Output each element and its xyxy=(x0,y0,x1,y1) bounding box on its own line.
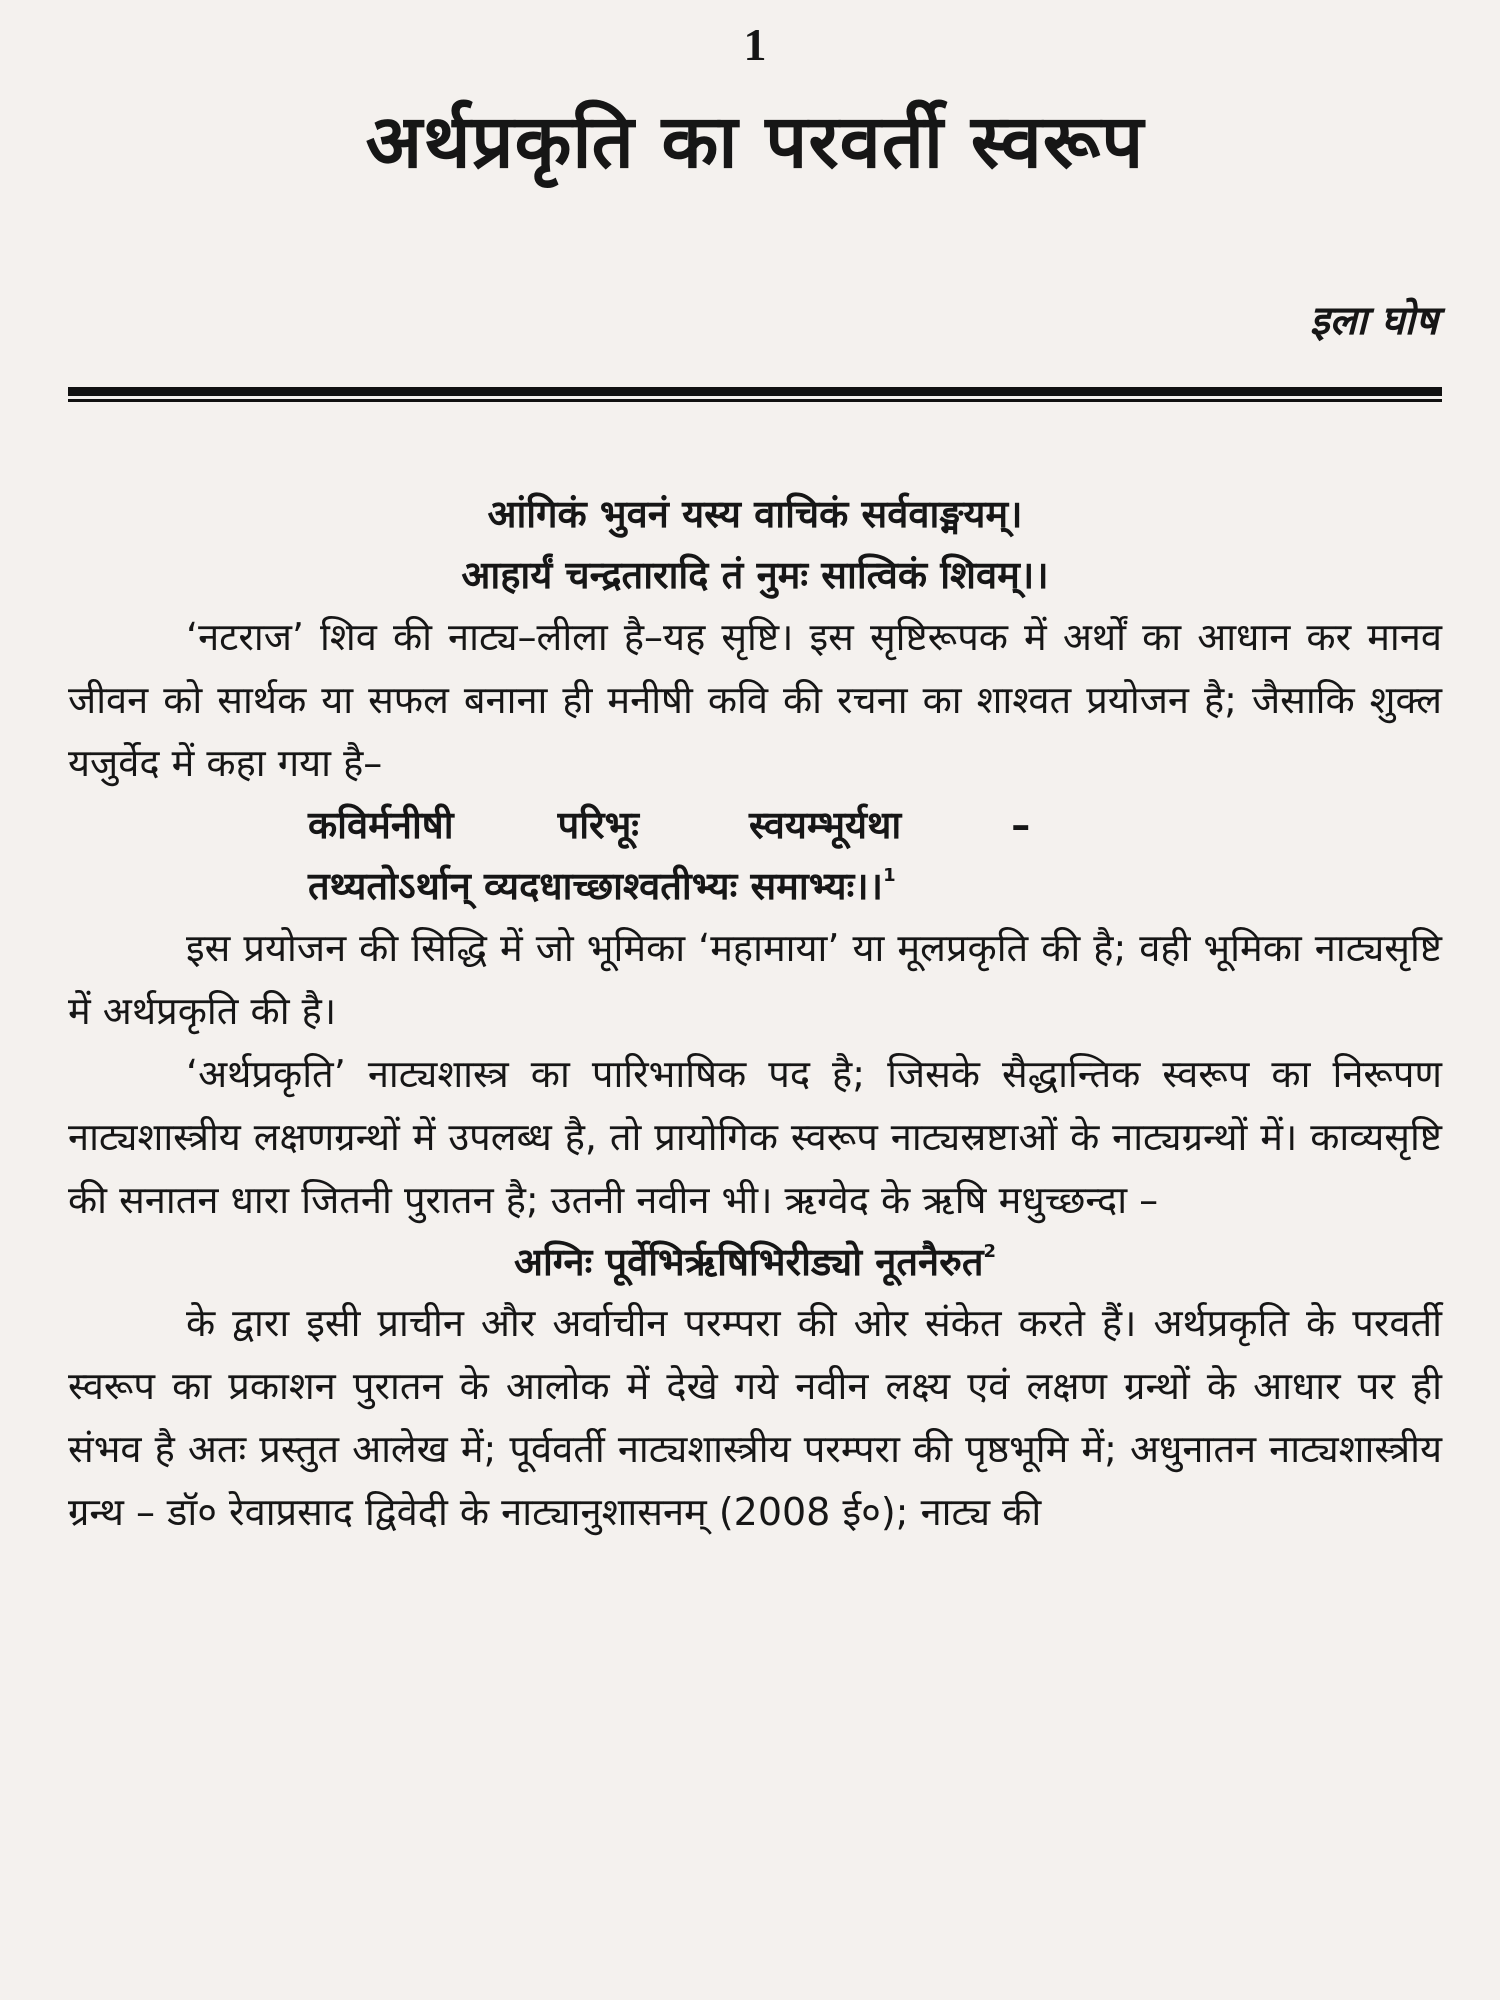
author-name: इला घोष xyxy=(1309,297,1438,344)
paragraph-1: ‘नटराज’ शिव की नाट्य–लीला है–यह सृष्टि। इस सृष्टिरूपक में अर्थों का आधान कर मानव जीवन को सार्थक या सफल बनाना ही मनीषी कवि की रचना का शाश्वत प्रयोजन है; जैसाकि शुक्ल यजुर्वेद में कहा गया है– xyxy=(68,614,1442,785)
chapter-title: अर्थप्रकृति का परवर्ती स्वरूप xyxy=(365,99,1145,185)
rigveda-verse xyxy=(68,1232,1442,1292)
title-divider xyxy=(68,387,1442,402)
verse-line-2-text: तथ्यतोऽर्थान् व्यदधाच्छाश्वतीभ्यः समाभ्यः।। xyxy=(308,863,884,908)
rigveda-verse-text: अग्निः पूर्वेभिर्ऋषिभिरीड्यो नूतनैरुत xyxy=(513,1239,984,1284)
footnote-marker-1[interactable]: 1 xyxy=(883,864,896,886)
verse-dash: – xyxy=(1011,802,1031,847)
paragraph-3: ‘अर्थप्रकृति’ नाट्यशास्त्र का पारिभाषिक पद है; जिसके सैद्धान्तिक स्वरूप का निरूपण नाट्यशास्त्रीय लक्षणग्रन्थों में उपलब्ध है, तो प्रायोगिक स्वरूप नाट्यस्रष्टाओं के नाट्यग्रन्थों में। काव्यसृष्टि की सनातन धारा जितनी पुरातन है; उतनी नवीन भी। ऋग्वेद के ऋषि मधुच्छन्दा – xyxy=(68,1051,1442,1222)
opening-verse-line-1: आंगिकं भुवनं यस्य वाचिकं सर्ववाङ्मयम्। xyxy=(487,491,1023,536)
chapter-number: 1 xyxy=(743,19,767,70)
paragraph-4: के द्वारा इसी प्राचीन और अर्वाचीन परम्परा की ओर संकेत करते हैं। अर्थप्रकृति के परवर्ती स्वरूप का प्रकाशन पुरातन के आलोक में देखे गये नवीन लक्ष्य एवं लक्षण ग्रन्थों के आधार पर ही संभव है अतः प्रस्तुत आलेख में; पूर्ववर्ती नाट्यशास्त्रीय परम्परा की पृष्ठभूमि में; अधुनातन नाट्यशास्त्रीय ग्रन्थ – डॉ० रेवाप्रसाद द्विवेदी के नाट्यानुशासनम् (2008 ई०); नाट्य की xyxy=(68,1300,1442,1534)
paragraph-2: इस प्रयोजन की सिद्धि में जो भूमिका ‘महामाया’ या मूलप्रकृति की है; वही भूमिका नाट्यसृष्टि में अर्थप्रकृति की है। xyxy=(68,925,1442,1033)
divider-thick-line xyxy=(68,387,1442,396)
footnote-marker-2[interactable]: 2 xyxy=(983,1240,997,1262)
divider-thin-line xyxy=(68,399,1442,402)
yajurveda-verse-line-1 xyxy=(308,795,1442,856)
verse-word-3: स्वयम्भूर्यथा xyxy=(748,802,902,847)
opening-verse-line-2: आहार्यं चन्द्रतारादि तं नुमः सात्विकं शिवम्।। xyxy=(461,552,1049,597)
yajurveda-verse xyxy=(68,795,1442,917)
yajurveda-verse-line-2 xyxy=(308,856,1442,917)
verse-word-2: परिभूः xyxy=(557,802,639,847)
verse-word-1: कविर्मनीषी xyxy=(308,802,454,847)
